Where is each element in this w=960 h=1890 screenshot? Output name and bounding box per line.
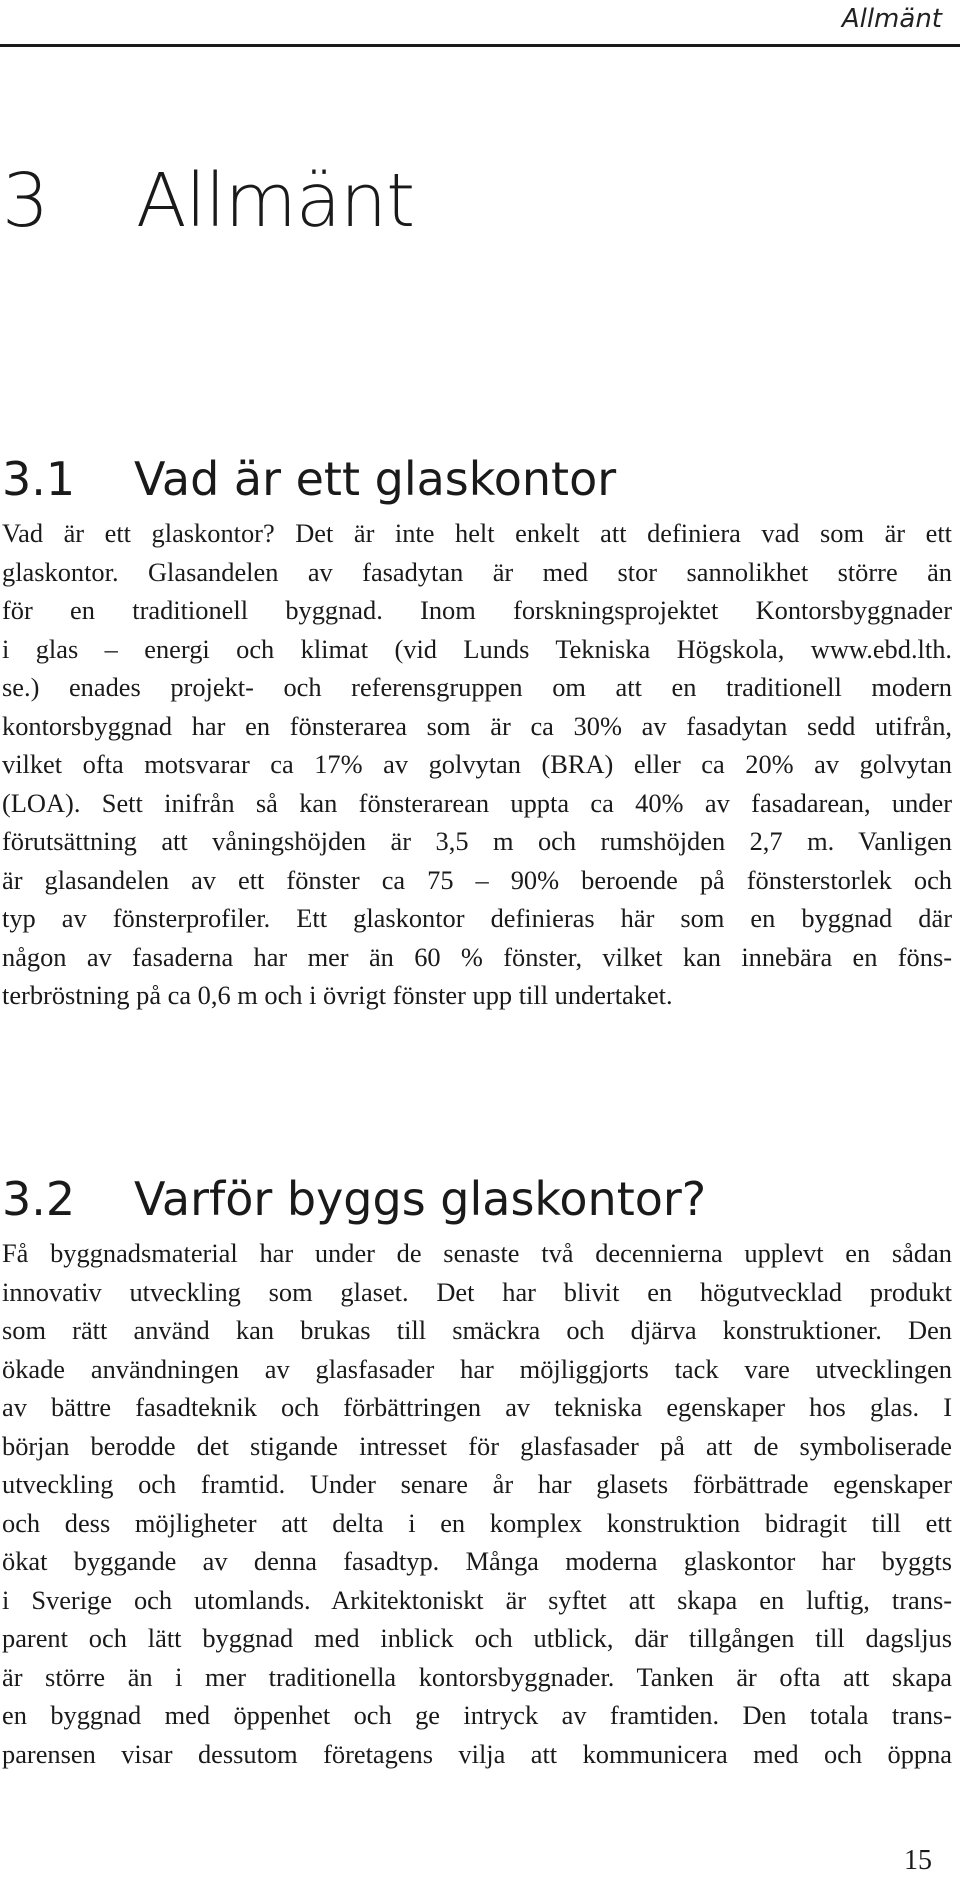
text-line: början berodde det stigande intresset för glasfasader på att de symboliserade	[2, 1430, 952, 1461]
text-line: typ av fönsterprofiler. Ett glaskontor definieras här som en byggnad där	[2, 903, 952, 933]
text-line: och dess möjligheter att delta i en komplex konstruktion bidragit till ett	[2, 1507, 952, 1538]
text-line: se.) enades projekt- och referensgruppen om att en traditionell modern	[2, 672, 952, 702]
text-line: (LOA). Sett inifrån så kan fönsterarean uppta ca 40% av fasadarean, under	[2, 787, 952, 818]
text-line: Få byggnadsmaterial har under de senaste två decennierna upplevt en sådan	[2, 1238, 952, 1268]
text-line: utveckling och framtid. Under senare år har glasets förbättrade egenskaper	[2, 1469, 952, 1499]
text-line: är större än i mer traditionella kontorsbyggnader. Tanken är ofta att skapa	[2, 1661, 952, 1692]
section-name: Varför byggs glaskontor?	[134, 1172, 707, 1226]
page-number: 15	[904, 1845, 932, 1876]
chapter-number: 3	[2, 158, 49, 244]
text-line: av bättre fasadteknik och förbättringen av tekniska egenskaper hos glas. I	[2, 1392, 952, 1422]
section-body-3-2	[2, 1234, 952, 1773]
section-number: 3.1	[2, 452, 76, 506]
text-line: kontorsbyggnad har en fönsterarea som är ca 30% av fasadytan sedd utifrån,	[2, 710, 952, 741]
text-line: glaskontor. Glasandelen av fasadytan är med stor sannolikhet större än	[2, 556, 952, 587]
header-rule	[0, 44, 960, 47]
text-line: terbröstning på ca 0,6 m och i övrigt fönster upp till undertaket.	[2, 980, 673, 1010]
text-line: någon av fasaderna har mer än 60 % fönster, vilket kan innebära en föns-	[2, 941, 952, 972]
section-title-3-1	[2, 452, 617, 506]
text-line: i Sverige och utomlands. Arkitektoniskt är syftet att skapa en luftig, trans-	[2, 1584, 952, 1615]
text-line: är glasandelen av ett fönster ca 75 – 90% beroende på fönsterstorlek och	[2, 864, 952, 895]
text-line: ökade användningen av glasfasader har möjliggjorts tack vare utvecklingen	[2, 1353, 952, 1384]
text-line: vilket ofta motsvarar ca 17% av golvytan (BRA) eller ca 20% av golvytan	[2, 749, 952, 779]
text-line: för en traditionell byggnad. Inom forskningsprojektet Kontorsbyggnader	[2, 595, 952, 625]
text-line: förutsättning att våningshöjden är 3,5 m och rumshöjden 2,7 m. Vanligen	[2, 826, 952, 856]
text-line: en byggnad med öppenhet och ge intryck av framtiden. Den totala trans-	[2, 1700, 952, 1730]
chapter-name: Allmänt	[136, 158, 415, 244]
section-number: 3.2	[2, 1172, 76, 1226]
section-body-3-1	[2, 514, 952, 1015]
chapter-title	[2, 158, 415, 244]
section-title-3-2	[2, 1172, 707, 1226]
text-line: parensen visar dessutom företagens vilja att kommunicera med och öppna	[2, 1738, 952, 1769]
text-line: parent och lätt byggnad med inblick och utblick, där tillgången till dagsljus	[2, 1623, 952, 1653]
running-header: Allmänt	[841, 4, 942, 34]
text-line: ökat byggande av denna fasadtyp. Många moderna glaskontor har byggts	[2, 1546, 952, 1576]
text-line: som rätt använd kan brukas till smäckra och djärva konstruktioner. Den	[2, 1315, 952, 1345]
text-line: Vad är ett glaskontor? Det är inte helt enkelt att definiera vad som är ett	[2, 518, 952, 548]
text-line: innovativ utveckling som glaset. Det har blivit en högutvecklad produkt	[2, 1276, 952, 1307]
section-name: Vad är ett glaskontor	[134, 452, 617, 506]
text-line: i glas – energi och klimat (vid Lunds Tekniska Högskola, www.ebd.lth.	[2, 633, 952, 664]
